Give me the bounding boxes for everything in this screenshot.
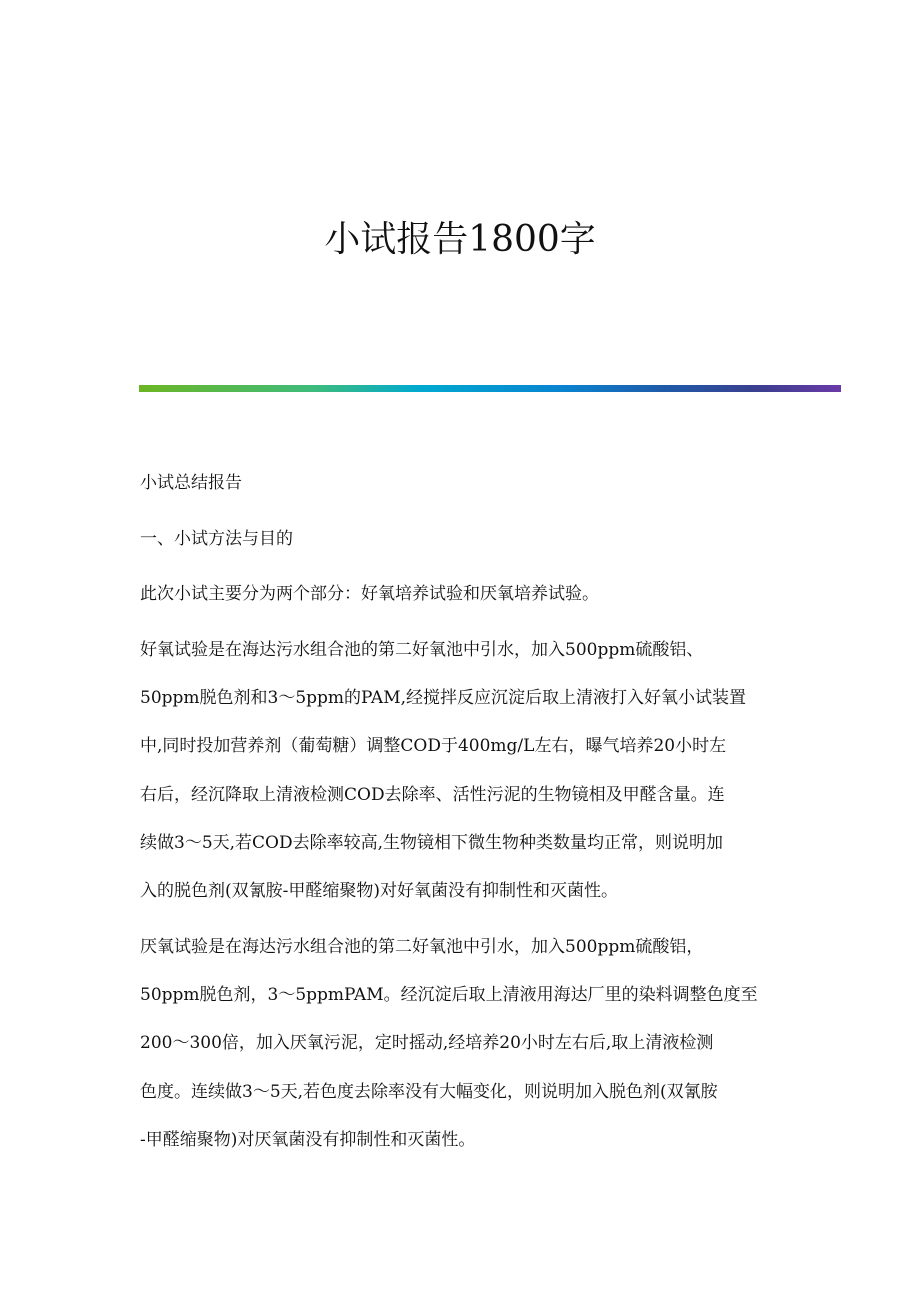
paragraph-line: 200～300倍，加入厌氧污泥，定时摇动,经培养20小时左右后,取上清液检测 [140, 1033, 714, 1054]
paragraph-line: 右后，经沉降取上清液检测COD去除率、活性污泥的生物镜相及甲醛含量。连 [140, 784, 725, 805]
document-title: 小试报告1800字 [324, 219, 596, 260]
intro-paragraph: 此次小试主要分为两个部分：好氧培养试验和厌氧培养试验。 [140, 584, 599, 604]
report-heading: 小试总结报告 [140, 473, 242, 493]
paragraph-line: 好氧试验是在海达污水组合池的第二好氧池中引水，加入500ppm硫酸铝、 [140, 640, 704, 660]
paragraph-line: 中,同时投加营养剂（葡萄糖）调整COD于400mg/L左右，曝气培养20小时左 [140, 736, 727, 757]
paragraph-line: 50ppm脱色剂，3～5ppmPAM。经沉淀后取上清液用海达厂里的染料调整色度至 [140, 985, 758, 1006]
paragraph-line: 50ppm脱色剂和3～5ppm的PAM,经搅拌反应沉淀后取上清液打入好氧小试装置 [140, 688, 746, 709]
paragraph-line: -甲醛缩聚物)对厌氧菌没有抑制性和灭菌性。 [140, 1129, 476, 1150]
paragraph-line: 色度。连续做3～5天,若色度去除率没有大幅变化，则说明加入脱色剂(双氰胺 [140, 1081, 718, 1102]
paragraph-line: 厌氧试验是在海达污水组合池的第二好氧池中引水，加入500ppm硫酸铝， [140, 937, 704, 957]
section-heading: 一、小试方法与目的 [140, 529, 293, 549]
paragraph-line: 续做3～5天,若COD去除率较高,生物镜相下微生物种类数量均正常，则说明加 [140, 832, 724, 853]
paragraph-line: 入的脱色剂(双氰胺-甲醛缩聚物)对好氧菌没有抑制性和灭菌性。 [140, 881, 619, 901]
gradient-divider [139, 385, 841, 392]
